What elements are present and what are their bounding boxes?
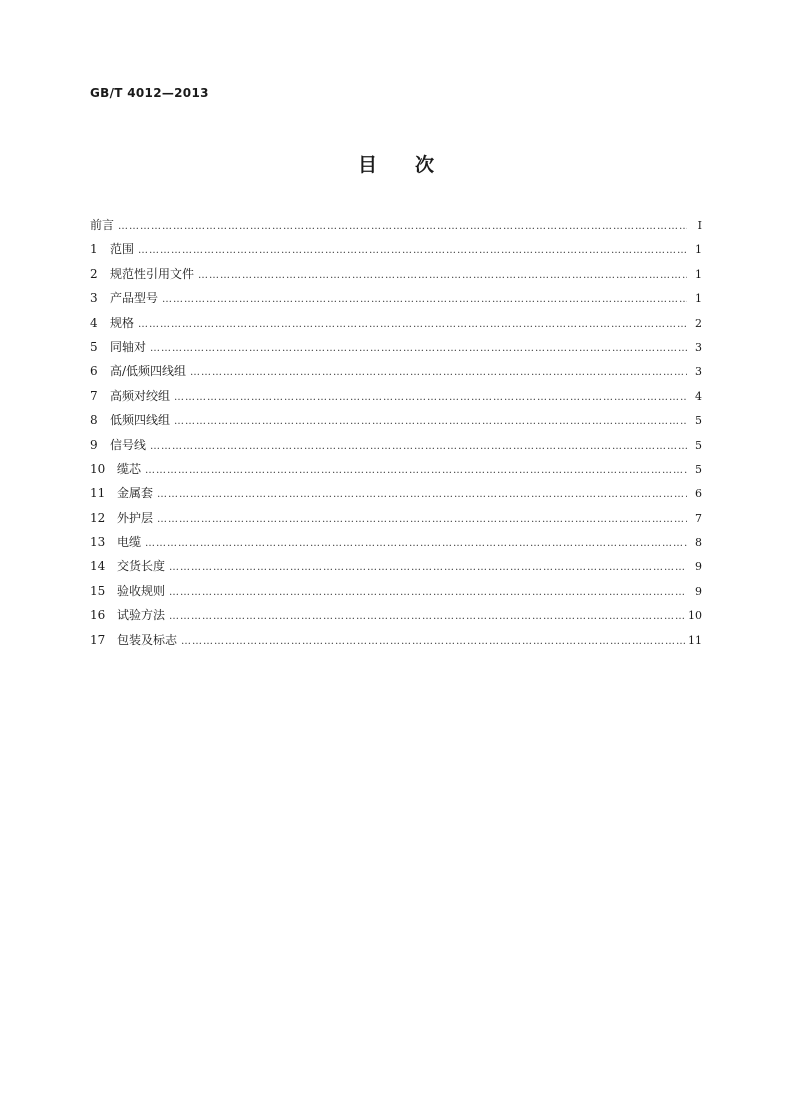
dot-leader (138, 313, 687, 337)
toc-title-part1: 目 (357, 154, 377, 176)
toc-entry-label: 规范性引用文件 (110, 266, 195, 281)
toc-entry[interactable] (90, 628, 702, 652)
table-of-contents (90, 213, 702, 652)
toc-entry-page: Ⅰ (697, 219, 702, 232)
toc-entry-number: 7 (90, 388, 98, 403)
toc-entry-page: 4 (695, 389, 702, 403)
toc-entry-number: 15 (90, 583, 106, 598)
toc-entry[interactable] (90, 554, 702, 578)
toc-entry-page: 11 (688, 633, 702, 647)
toc-entry-page: 5 (695, 438, 702, 452)
toc-entry[interactable] (90, 359, 702, 383)
toc-entry[interactable] (90, 384, 702, 408)
toc-entry-label: 金属套 (117, 486, 154, 501)
toc-entry-label: 外护层 (117, 510, 154, 525)
dot-leader (198, 264, 687, 288)
toc-entry-number: 3 (90, 291, 98, 306)
dot-leader (169, 605, 685, 629)
dot-leader (145, 532, 687, 556)
toc-entry-number: 10 (90, 461, 106, 476)
toc-entry[interactable] (90, 237, 702, 261)
toc-entry-number: 17 (90, 632, 106, 647)
toc-entry[interactable] (90, 335, 702, 359)
toc-entry-page: 2 (695, 316, 702, 330)
dot-leader (150, 435, 687, 459)
toc-entry-page: 5 (695, 414, 702, 428)
dot-leader (190, 361, 687, 385)
toc-entry[interactable] (90, 262, 702, 286)
toc-entry[interactable] (90, 433, 702, 457)
toc-entry[interactable] (90, 408, 702, 432)
dot-leader (118, 215, 687, 239)
toc-entry-page: 10 (688, 609, 702, 623)
toc-entry-label: 范围 (110, 242, 135, 257)
toc-entry[interactable] (90, 481, 702, 505)
dot-leader (181, 630, 685, 654)
toc-entry[interactable] (90, 530, 702, 554)
toc-entry[interactable] (90, 506, 702, 530)
toc-entry-label: 产品型号 (110, 291, 159, 306)
toc-entry-label: 低频四线组 (110, 413, 171, 428)
dot-leader (145, 459, 687, 483)
toc-entry-page: 3 (695, 365, 702, 379)
toc-entry[interactable] (90, 579, 702, 603)
dot-leader (169, 556, 687, 580)
dot-leader (169, 581, 687, 605)
toc-entry[interactable] (90, 311, 702, 335)
toc-entry-label: 缆芯 (117, 461, 142, 476)
toc-entry[interactable] (90, 603, 702, 627)
toc-title (0, 150, 792, 177)
toc-entry-label: 验收规则 (117, 583, 166, 598)
dot-leader (150, 337, 687, 361)
dot-leader (138, 239, 687, 263)
toc-entry-number: 11 (90, 486, 106, 501)
dot-leader (157, 483, 687, 507)
toc-entry-page: 7 (695, 511, 702, 525)
toc-entry-number: 12 (90, 510, 106, 525)
toc-entry-label: 前言 (90, 218, 115, 232)
dot-leader (162, 288, 687, 312)
dot-leader (174, 410, 687, 434)
toc-entry-label: 同轴对 (110, 339, 147, 354)
toc-entry[interactable] (90, 457, 702, 481)
toc-entry-label: 信号线 (110, 437, 147, 452)
toc-entry-label: 电缆 (117, 535, 142, 550)
toc-entry-number: 9 (90, 437, 98, 452)
toc-entry-page: 1 (695, 267, 702, 281)
toc-entry-number: 2 (90, 266, 98, 281)
toc-entry-number: 13 (90, 535, 106, 550)
toc-entry-number: 1 (90, 242, 98, 257)
toc-entry-page: 1 (695, 292, 702, 306)
toc-title-part2: 次 (415, 154, 435, 176)
toc-entry-number: 5 (90, 339, 98, 354)
toc-entry-label: 高/低频四线组 (110, 364, 187, 379)
toc-entry-number: 16 (90, 608, 106, 623)
toc-entry-label: 包装及标志 (117, 632, 178, 647)
dot-leader (174, 386, 687, 410)
toc-entry-page: 3 (695, 340, 702, 354)
toc-entry-number: 4 (90, 315, 98, 330)
toc-entry-page: 1 (695, 243, 702, 257)
toc-entry-page: 9 (695, 584, 702, 598)
toc-entry-page: 5 (695, 462, 702, 476)
standard-code: GB/T 4012—2013 (90, 86, 209, 100)
toc-entry-label: 交货长度 (117, 559, 166, 574)
toc-entry[interactable] (90, 286, 702, 310)
dot-leader (157, 508, 687, 532)
toc-entry-page: 9 (695, 560, 702, 574)
toc-entry-number: 14 (90, 559, 106, 574)
toc-entry-number: 8 (90, 413, 98, 428)
toc-entry-page: 8 (695, 536, 702, 550)
toc-entry-foreword[interactable] (90, 213, 702, 237)
toc-entry-label: 高频对绞组 (110, 388, 171, 403)
toc-entry-label: 规格 (110, 315, 135, 330)
toc-entry-label: 试验方法 (117, 608, 166, 623)
toc-entry-number: 6 (90, 364, 98, 379)
toc-entry-page: 6 (695, 487, 702, 501)
